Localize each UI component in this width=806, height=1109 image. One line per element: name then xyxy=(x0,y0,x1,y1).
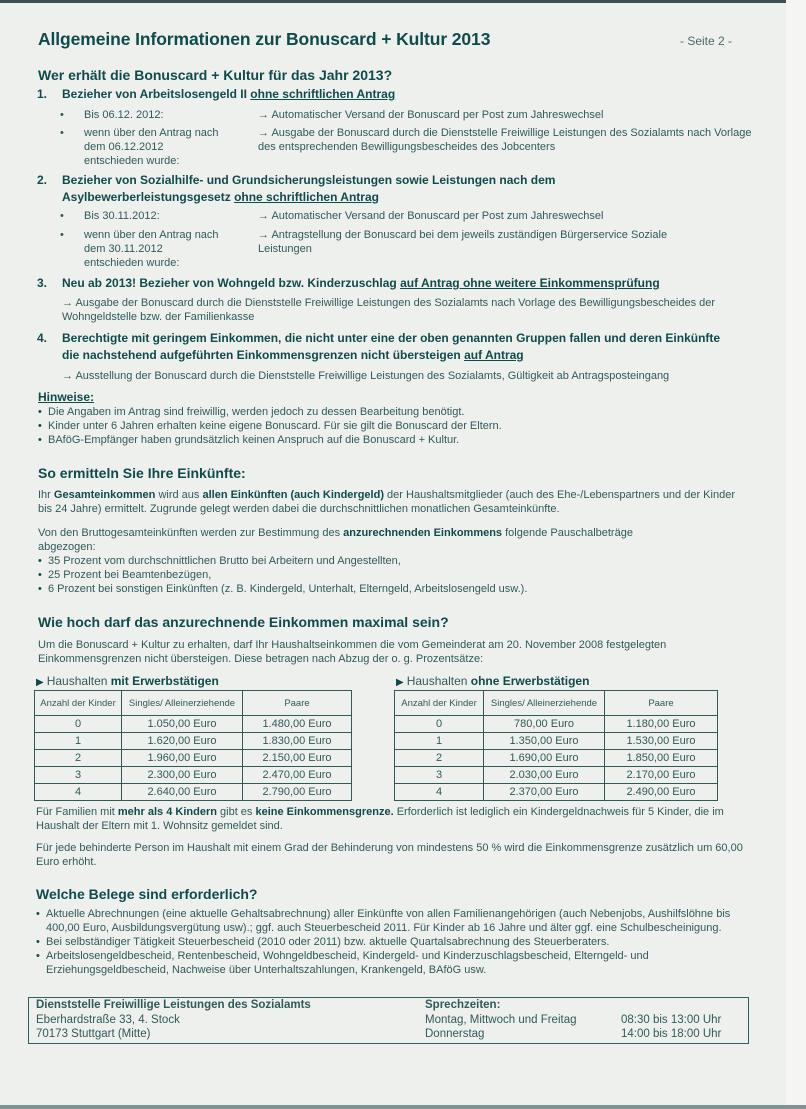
table-row: 3 2.300,00 Euro 2.470,00 Euro xyxy=(35,767,352,784)
scan-right-edge xyxy=(786,0,806,1109)
heading-max-income: Wie hoch darf das anzurechnende Einkommen maximal sein? xyxy=(38,614,449,630)
hint-item: • BAföG-Empfänger haben grundsätzlich keinen Anspruch auf die Bonuscard + Kultur. xyxy=(38,433,778,447)
triangle-right-icon: ▶ xyxy=(396,677,404,688)
item-1-row-2-left: • wenn über den Antrag nach dem 06.12.2012 entschieden wurde: xyxy=(60,127,219,167)
table-row: 4 2.640,00 Euro 2.790,00 Euro xyxy=(35,784,352,801)
office-hours-heading: Sprechzeiten: xyxy=(425,999,501,1011)
hint-item: • Kinder unter 6 Jahren erhalten keine eigene Bonuscard. Für sie gilt die Bonuscard der Eltern. xyxy=(38,419,778,433)
max-income-intro: Um die Bonuscard + Kultur zu erhalten, darf Ihr Haushaltseinkommen die vom Gemeinderat am 20. November 2008 festgelegten Einkommensgrenzen nicht übersteigen. Diese betragen nach Abzug der o. g. Prozentsätze: xyxy=(38,639,667,665)
large-family-note: Für Familien mit mehr als 4 Kindern gibt es keine Einkommensgrenze. Erforderlich ist lediglich ein Kindergeldnachweis für 5 Kinder, die im Haushalt der Eltern mit 1. Wohnsitz gemeldet sind. xyxy=(36,806,724,832)
hours-time-1: 08:30 bis 13:00 Uhr xyxy=(621,1014,722,1026)
triangle-right-icon: ▶ xyxy=(36,677,44,688)
hours-time-2: 14:00 bis 18:00 Uhr xyxy=(621,1028,722,1040)
table-row: 3 2.030,00 Euro 2.170,00 Euro xyxy=(395,767,718,784)
bullet-icon: • xyxy=(60,127,64,139)
table-header-row: Anzahl der Kinder Singles/ Alleinerziehende Paare xyxy=(395,691,718,716)
item-1-title: 1. Bezieher von Arbeitslosengeld II ohne schriftlichen Antrag xyxy=(37,87,396,101)
office-name: Dienststelle Freiwillige Leistungen des Sozialamts xyxy=(36,999,311,1011)
item-4-detail: → Ausstellung der Bonuscard durch die Dienststelle Freiwillige Leistungen des Sozialamts, Gültigkeit ab Antragsposteingang xyxy=(62,370,670,382)
income-paragraph-1: Ihr Gesamteinkommen wird aus allen Einkünften (auch Kindergeld) der Haushaltsmitglieder (auch des Ehe-/Lebenspartners und der Kinder bis 24 Jahre) ermittelt. Zugrunde gelegt werden dabei die durchschnittlichen monatlichen Gesamteinkünfte. xyxy=(38,489,735,515)
item-1-row-1-right: → Automatischer Versand der Bonuscard per Post zum Jahreswechsel xyxy=(258,109,604,121)
table-header-row: Anzahl der Kinder Singles/ Alleinerziehende Paare xyxy=(35,691,352,716)
table-row: 4 2.370,00 Euro 2.490,00 Euro xyxy=(395,784,718,801)
document-item: • Aktuelle Abrechnungen (eine aktuelle Gehaltsabrechnung) aller Einkünfte von allen Familienangehörigen (auch Nebenjobs, Aushilfslöhne bis 400,00 Euro, Ausbildungsvergütung usw).; ggf. auch Steuerbescheid 2011. Für Kinder ab 16 Jahre und älter ggf. eine Schulbescheinigung. xyxy=(36,907,750,935)
page-number: - Seite 2 - xyxy=(680,34,733,48)
item-1-row-2-right: → Ausgabe der Bonuscard durch die Dienststelle Freiwillige Leistungen des Sozialamts nach Vorlage des entsprechenden Bewilligungsbescheides des Jobcenters xyxy=(258,127,752,153)
deduction-item: • 25 Prozent bei Beamtenbezügen, xyxy=(38,568,778,582)
bullet-icon: • xyxy=(60,210,64,222)
bullet-icon: • xyxy=(60,109,64,121)
item-1-row-1-left: • Bis 06.12. 2012: xyxy=(60,109,164,121)
table-row: 2 1.690,00 Euro 1.850,00 Euro xyxy=(395,750,718,767)
office-city: 70173 Stuttgart (Mitte) xyxy=(36,1028,151,1040)
document-item: • Arbeitslosengeldbescheid, Rentenbescheid, Wohngeldbescheid, Kindergeld- und Kinderzuschlagsbescheid, Elterngeld- und Erziehungsgeldbescheid, Nachweise über Unterhaltszahlungen, Krankengeld, BAföG usw. xyxy=(36,949,750,977)
hint-item: • Die Angaben im Antrag sind freiwillig, werden jedoch zu dessen Bearbeitung benötigt. xyxy=(38,405,778,419)
table-with-earners xyxy=(34,690,352,801)
heading-who: Wer erhält die Bonuscard + Kultur für das Jahr 2013? xyxy=(38,67,393,83)
table-row: 1 1.350,00 Euro 1.530,00 Euro xyxy=(395,733,718,750)
office-street: Eberhardstraße 33, 4. Stock xyxy=(36,1014,180,1026)
item-2-row-1-left: • Bis 30.11.2012: xyxy=(60,210,160,222)
deductions-list xyxy=(38,554,778,596)
hints-heading: Hinweise: xyxy=(38,390,95,404)
item-3-title: 3. Neu ab 2013! Bezieher von Wohngeld bzw. Kinderzuschlag auf Antrag ohne weitere Einkommensprüfung xyxy=(37,276,660,290)
item-2-row-2-left: • wenn über den Antrag nach dem 30.11.2012 entschieden wurde: xyxy=(60,229,219,269)
item-2-row-1-right: → Automatischer Versand der Bonuscard per Post zum Jahreswechsel xyxy=(258,210,604,222)
bullet-icon: • xyxy=(60,229,64,241)
item-2-title: 2. Bezieher von Sozialhilfe- und Grundsicherungsleistungen sowie Leistungen nach dem Asylbewerberleistungsgesetz ohne schriftlichen Antrag xyxy=(37,173,556,204)
deduction-item: • 6 Prozent bei sonstigen Einkünften (z. B. Kindergeld, Unterhalt, Elterngeld, Arbeitslosengeld usw.). xyxy=(38,582,778,596)
hours-days-1: Montag, Mittwoch und Freitag xyxy=(425,1014,577,1026)
heading-income: So ermitteln Sie Ihre Einkünfte: xyxy=(38,465,246,481)
contact-box xyxy=(28,997,749,1044)
item-2-row-2-right: → Antragstellung der Bonuscard bei dem jeweils zuständigen Bürgerservice Soziale Leistungen xyxy=(258,229,668,255)
deduction-item: • 35 Prozent vom durchschnittlichen Brutto bei Arbeitern und Angestellten, xyxy=(38,554,778,568)
table-with-caption: ▶ Haushalten mit Erwerbstätigen xyxy=(36,674,219,688)
documents-list xyxy=(36,907,750,977)
income-paragraph-2: Von den Bruttogesamteinkünften werden zur Bestimmung des anzurechnenden Einkommens folgende Pauschalbeträge abgezogen: xyxy=(38,527,633,553)
table-row: 2 1.960,00 Euro 2.150,00 Euro xyxy=(35,750,352,767)
table-without-caption: ▶ Haushalten ohne Erwerbstätigen xyxy=(396,674,590,688)
disability-note: Für jede behinderte Person im Haushalt mit einem Grad der Behinderung von mindestens 50 % wird die Einkommensgrenze zusätzlich um 60,00 Euro erhöht. xyxy=(36,842,743,868)
page-title: Allgemeine Informationen zur Bonuscard + Kultur 2013 xyxy=(38,29,491,49)
item-4-title: 4. Berechtigte mit geringem Einkommen, die nicht unter eine der oben genannten Gruppen fallen und deren Einkünfte die nachstehend aufgeführten Einkommensgrenzen nicht übersteigen auf Antrag xyxy=(37,331,721,362)
table-row: 1 1.620,00 Euro 1.830,00 Euro xyxy=(35,733,352,750)
table-row: 0 1.050,00 Euro 1.480,00 Euro xyxy=(35,716,352,733)
item-3-detail: → Ausgabe der Bonuscard durch die Dienststelle Freiwillige Leistungen des Sozialamts nach Vorlage des Bewilligungsbescheides der Wohngeldstelle bzw. der Familienkasse xyxy=(62,297,716,323)
document-item: • Bei selbständiger Tätigkeit Steuerbescheid (2010 oder 2011) bzw. aktuelle Quartalsabrechnung des Steuerberaters. xyxy=(36,935,750,949)
table-row: 0 780,00 Euro 1.180,00 Euro xyxy=(395,716,718,733)
hints-list xyxy=(38,405,778,447)
table-without-earners xyxy=(394,690,718,801)
heading-documents: Welche Belege sind erforderlich? xyxy=(36,886,258,902)
hours-days-2: Donnerstag xyxy=(425,1028,485,1040)
